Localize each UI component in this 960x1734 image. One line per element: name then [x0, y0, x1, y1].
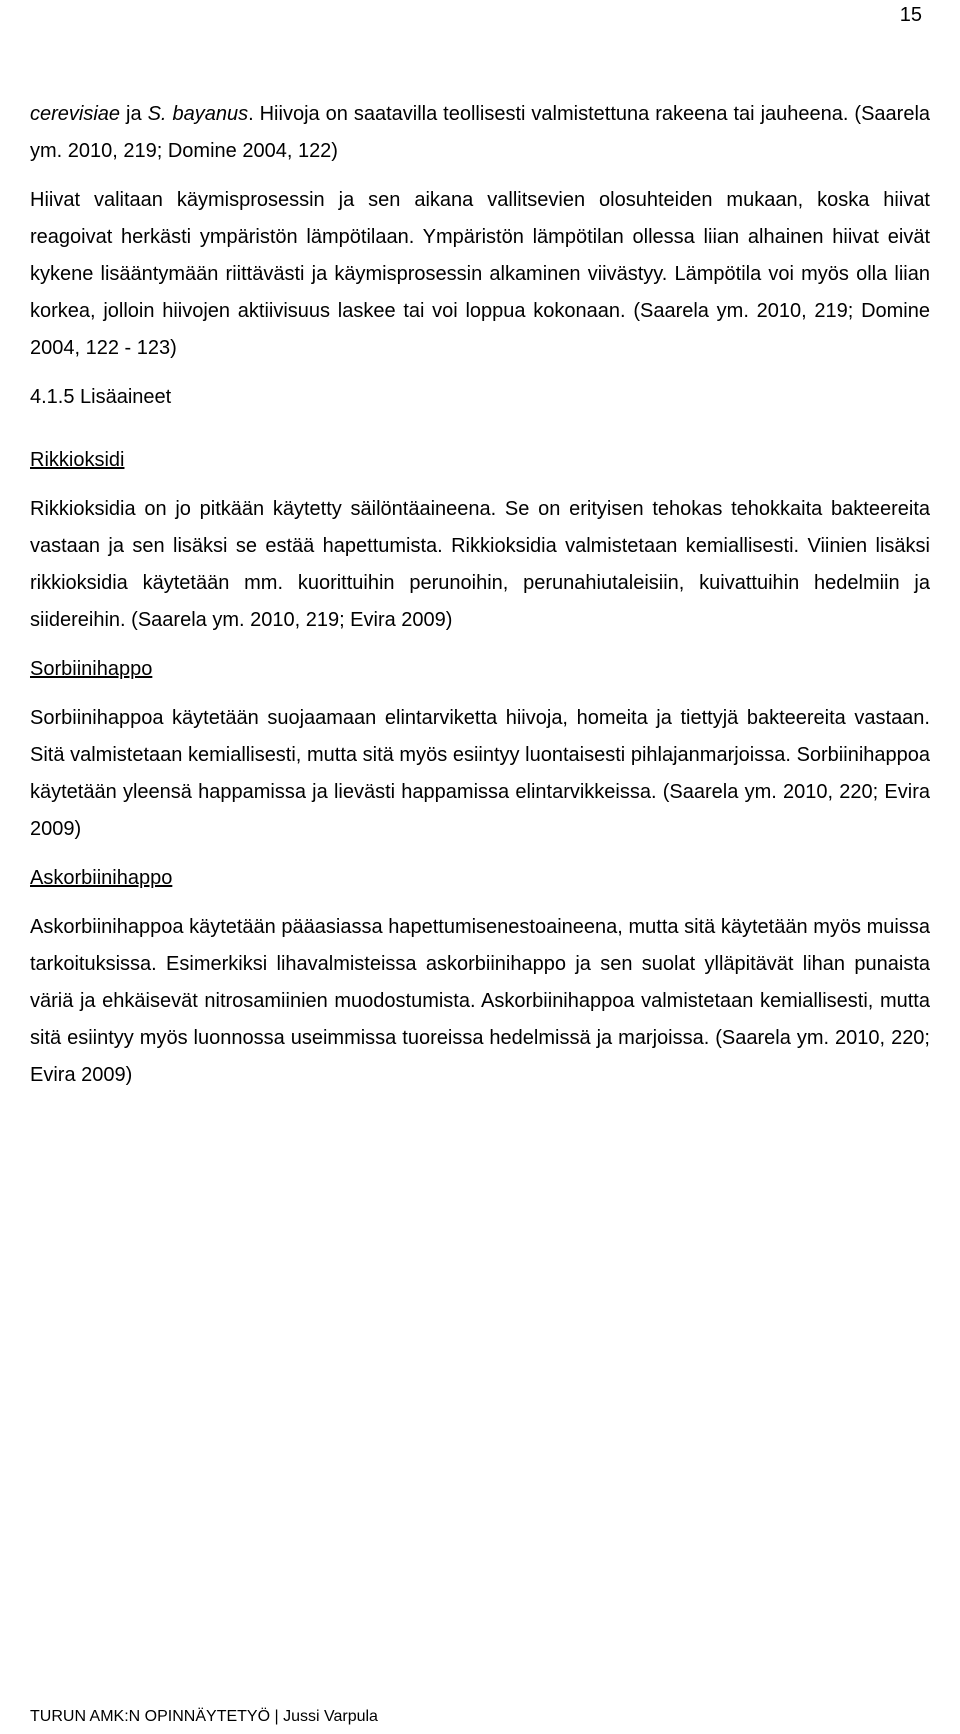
paragraph-askorbiinihappo: Askorbiinihappoa käytetään pääasiassa hapettumisenestoaineena, mutta sitä käytetään myös muissa tarkoituksissa. Esimerkiksi lihavalmisteissa askorbiinihappo ja sen suolat ylläpitävät lihan punaista väriä ja ehkäisevät nitrosamiinien muodostumista. Askorbiinihappoa valmistetaan kemiallisesti, mutta sitä esiintyy myös luonnossa useimmissa tuoreissa hedelmissä ja marjoissa. (Saarela ym. 2010, 220; Evira 2009) — [30, 916, 930, 1086]
paragraph-yeast-temperature: Hiivat valitaan käymisprosessin ja sen aikana vallitsevien olosuhteiden mukaan, koska hiivat reagoivat herkästi ympäristön lämpötilaan. Ympäristön lämpötilan ollessa liian alhainen hiivat eivät kykene lisääntymään riittävästi ja käymisprosessin alkaminen viivästyy. Lämpötila voi myös olla liian korkea, jolloin hiivojen aktiivisuus laskee tai voi loppua kokonaan. (Saarela ym. 2010, 219; Domine 2004, 122 - 123) — [30, 189, 930, 359]
document-body — [30, 96, 930, 1106]
footer-author: Jussi Varpula — [283, 1708, 378, 1725]
paragraph-rikkioksidi: Rikkioksidia on jo pitkään käytetty säilöntäaineena. Se on erityisen tehokas tehokkaita bakteereita vastaan ja sen lisäksi se estää hapettumista. Rikkioksidia valmistetaan kemiallisesti. Viinien lisäksi rikkioksidia käytetään mm. kuorittuihin perunoihin, perunahiutaleisiin, kuivattuihin hedelmiin ja siidereihin. (Saarela ym. 2010, 219; Evira 2009) — [30, 498, 930, 631]
subsection-title-rikkioksidi: Rikkioksidi — [30, 449, 125, 471]
footer-school: TURUN AMK:N OPINNÄYTETYÖ — [30, 1708, 271, 1725]
subsection-title-askorbiinihappo: Askorbiinihappo — [30, 867, 173, 889]
footer-separator: | — [274, 1708, 279, 1725]
subsection-title-sorbiinihappo: Sorbiinihappo — [30, 658, 153, 680]
page-footer — [30, 1708, 378, 1726]
paragraph-sorbiinihappo: Sorbiinihappoa käytetään suojaamaan elintarviketta hiivoja, homeita ja tiettyjä bakteereita vastaan. Sitä valmistetaan kemiallisesti, mutta sitä myös esiintyy luontaisesti pihlajanmarjoissa. Sorbiinihappoa käytetään yleensä happamissa ja lievästi happamissa elintarvikkeissa. (Saarela ym. 2010, 220; Evira 2009) — [30, 707, 930, 840]
page-number: 15 — [899, 4, 922, 26]
species-name-cerevisiae: cerevisiae — [30, 103, 121, 125]
species-name-bayanus: S. bayanus — [147, 103, 249, 125]
paragraph-yeast-types: cerevisiae ja S. bayanus. Hiivoja on saatavilla teollisesti valmistettuna rakeena tai jauheena. (Saarela ym. 2010, 219; Domine 2004, 122) — [30, 103, 931, 162]
section-heading: 4.1.5 Lisäaineet — [30, 386, 172, 408]
